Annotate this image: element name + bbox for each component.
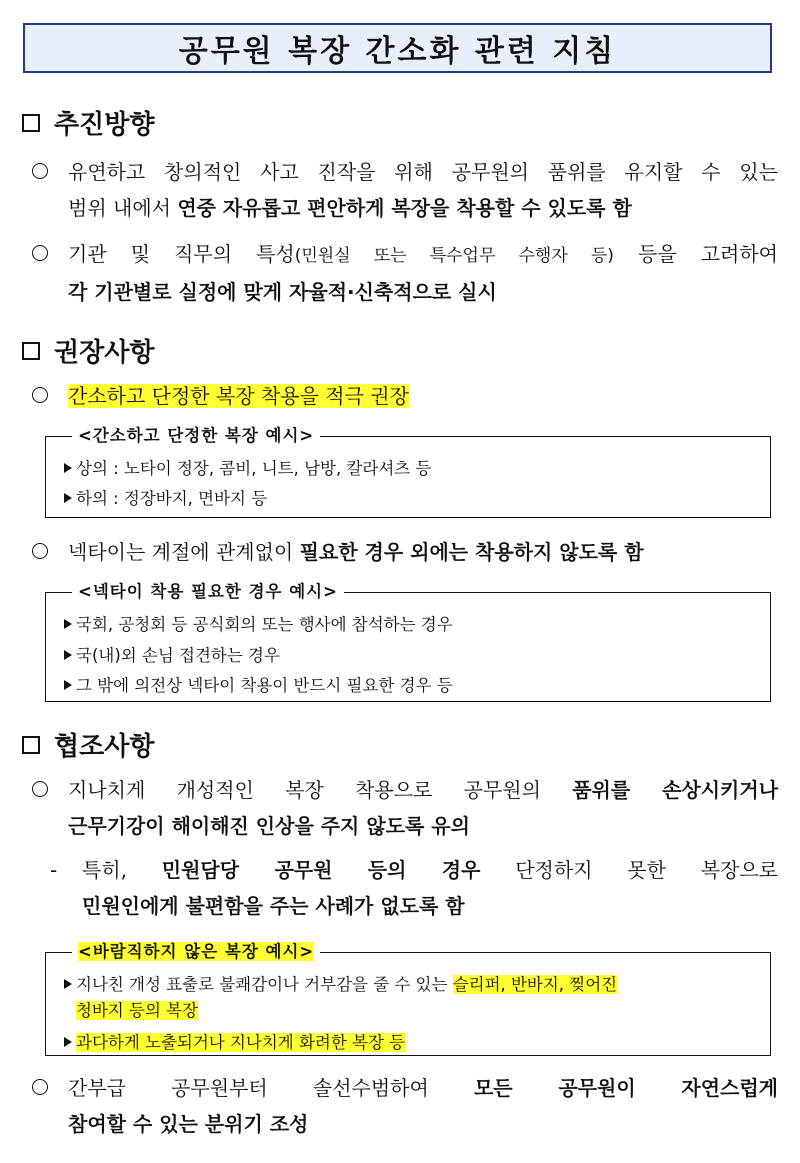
item-line: 간소하고 단정한 복장 착용을 적극 권장 (68, 384, 409, 408)
example-line: 그 밖에 의전상 넥타이 착용이 반드시 필요한 경우 등 (64, 674, 762, 698)
title-box (23, 23, 772, 73)
triangle-bullet-icon (64, 650, 72, 660)
dash-marker: - (50, 858, 58, 882)
example-line: 국회, 공청회 등 공식회의 또는 행사에 참석하는 경우 (64, 613, 762, 637)
list-item (32, 236, 778, 310)
triangle-bullet-icon (64, 1037, 72, 1047)
circle-bullet-icon (32, 543, 48, 559)
item-line: 간부급 공무원부터 솔선수범하여 모든 공무원이 자연스럽게 (68, 1076, 778, 1100)
example-line: 청바지 등의 복장 (76, 1001, 199, 1020)
item-line: 넥타이는 계절에 관계없이 필요한 경우 외에는 착용하지 않도록 함 (68, 540, 644, 564)
item-line: 기관 및 직무의 특성(민원실 또는 특수업무 수행자 등) 등을 고려하여 (68, 242, 778, 266)
triangle-bullet-icon (64, 463, 72, 473)
item-line: 특히, 민원담당 공무원 등의 경우 단정하지 못한 복장으로 (82, 858, 778, 882)
triangle-bullet-icon (64, 493, 72, 503)
circle-bullet-icon (32, 163, 48, 179)
list-item (32, 378, 778, 414)
list-item (32, 772, 778, 844)
circle-bullet-icon (32, 781, 48, 797)
list-item (32, 1070, 778, 1142)
item-line: 범위 내에서 연중 자유롭고 편안하게 복장을 착용할 수 있도록 함 (68, 196, 632, 220)
page-title: 공무원 복장 간소화 관련 지침 (178, 34, 617, 69)
circle-bullet-icon (32, 245, 48, 261)
section-heading-direction: 추진방향 (22, 104, 154, 141)
example-box (45, 426, 771, 518)
item-line: 근무기강이 해이해진 인상을 주지 않도록 유의 (68, 814, 470, 838)
example-line: 지나친 개성 표출로 불쾌감이나 거부감을 줄 수 있는 슬리퍼, 반바지, 찢어진 (64, 973, 762, 997)
example-line: 상의 : 노타이 정장, 콤비, 니트, 남방, 칼라셔츠 등 (64, 457, 762, 481)
square-bullet-icon (22, 736, 40, 754)
circle-bullet-icon (32, 387, 48, 403)
sub-item (50, 852, 778, 924)
list-item (32, 534, 778, 570)
section-heading-cooperate: 협조사항 (22, 726, 154, 763)
example-line: 하의 : 정장바지, 면바지 등 (64, 487, 762, 511)
section-heading-recommend: 권장사항 (22, 332, 154, 369)
triangle-bullet-icon (64, 619, 72, 629)
item-line: 민원인에게 불편함을 주는 사례가 없도록 함 (82, 894, 465, 918)
example-box (45, 582, 771, 702)
item-line: 참여할 수 있는 분위기 조성 (68, 1112, 309, 1136)
example-box (45, 942, 771, 1056)
square-bullet-icon (22, 342, 40, 360)
example-box-title: <바람직하지 않은 복장 예시> (72, 940, 320, 964)
example-line: 과다하게 노출되거나 지나치게 화려한 복장 등 (64, 1031, 762, 1055)
example-line: 국(내)외 손님 접견하는 경우 (64, 644, 762, 668)
item-line: 지나치게 개성적인 복장 착용으로 공무원의 품위를 손상시키거나 (68, 778, 779, 802)
item-line: 각 기관별로 실정에 맞게 자율적·신축적으로 실시 (68, 280, 497, 304)
square-bullet-icon (22, 114, 40, 132)
list-item (32, 154, 778, 226)
example-box-title: <넥타이 착용 필요한 경우 예시> (72, 580, 344, 604)
example-box-title: <간소하고 단정한 복장 예시> (72, 424, 320, 448)
item-line: 유연하고 창의적인 사고 진작을 위해 공무원의 품위를 유지할 수 있는 (68, 160, 778, 184)
triangle-bullet-icon (64, 979, 72, 989)
triangle-bullet-icon (64, 680, 72, 690)
circle-bullet-icon (32, 1079, 48, 1095)
